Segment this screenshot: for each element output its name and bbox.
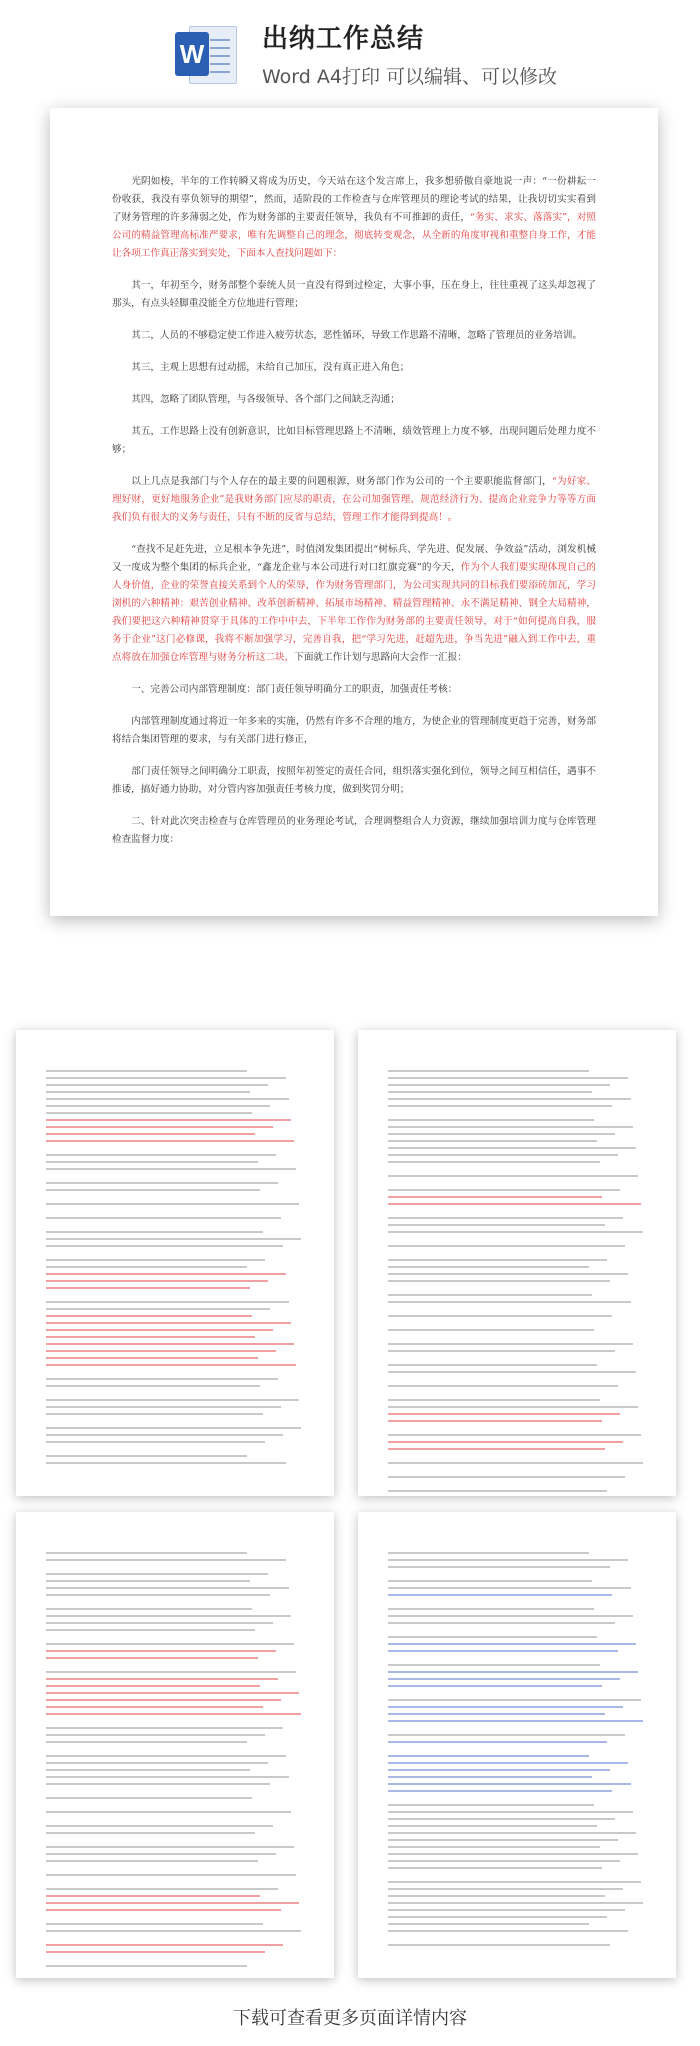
thumbnail-text-line — [388, 1559, 628, 1561]
thumbnail-text-line — [388, 1154, 618, 1156]
thumbnail-gap — [46, 1972, 304, 1978]
thumbnail-gap — [388, 1322, 646, 1329]
thumbnail-text-line — [388, 1371, 636, 1373]
thumbnail-text-line — [388, 1825, 597, 1827]
paragraph-text: 其四，忽略了团队管理，与各级领导、各个部门之间缺乏沟通； — [131, 394, 400, 405]
thumbnail-gap — [46, 1748, 304, 1755]
highlighted-text: “务实、求实、落落实”，对照公司的精益管理高标准严要求，唯有先调整自己的理念，彻底转变观念，从全新的角度审视和重整自身工作，才能让各项工作真正落实到实处，下面本人查找问题如下： — [112, 212, 596, 259]
thumbnail-text-line — [388, 1441, 623, 1443]
thumbnail-text-line — [388, 1105, 612, 1107]
thumbnail-lines — [388, 1070, 646, 1496]
thumbnail-text-line — [46, 1755, 286, 1757]
thumbnail-text-line — [388, 1490, 607, 1492]
thumbnail-text-line — [46, 1853, 276, 1855]
thumbnail-text-line — [46, 1846, 294, 1848]
thumbnail-text-line — [388, 1867, 602, 1869]
thumbnail-text-line — [46, 1783, 270, 1785]
thumbnail-text-line — [46, 1301, 289, 1303]
paragraph-text: 二、针对此次突击检查与仓库管理员的业务理论考试，合理调整组合人力资源，继续加强培训力度与仓库管理检查监督力度： — [112, 816, 596, 845]
thumbnail-text-line — [388, 1790, 612, 1792]
thumbnail-text-line — [388, 1273, 628, 1275]
thumbnail-text-line — [46, 1902, 299, 1904]
thumbnail-text-line — [46, 1608, 252, 1610]
thumbnail-text-line — [46, 1888, 278, 1890]
document-paragraph — [112, 391, 596, 409]
thumbnail-text-line — [46, 1895, 260, 1897]
thumbnail-text-line — [388, 1175, 638, 1177]
thumbnail-page-2[interactable] — [358, 1030, 676, 1496]
thumbnail-text-line — [388, 1203, 641, 1205]
thumbnail-text-line — [46, 1965, 247, 1967]
thumbnail-gap — [46, 1720, 304, 1727]
thumbnail-text-line — [388, 1615, 633, 1617]
thumbnail-text-line — [46, 1112, 252, 1114]
thumbnail-text-line — [46, 1413, 263, 1415]
thumbnail-text-line — [388, 1762, 628, 1764]
thumbnail-text-line — [46, 1441, 265, 1443]
thumbnail-text-line — [388, 1776, 592, 1778]
thumbnail-text-line — [46, 1930, 301, 1932]
thumbnail-gap — [388, 1601, 646, 1608]
thumbnail-gap — [388, 1378, 646, 1385]
thumbnail-text-line — [388, 1434, 641, 1436]
thumbnail-text-line — [388, 1566, 610, 1568]
thumbnail-text-line — [46, 1399, 299, 1401]
highlighted-text: 作为个人我们要实现体现自己的人身价值，企业的荣誉直接关系到个人的荣辱，作为财务管理部门，为公司实现共同的目标我们要添砖加瓦，学习浏机的六种精神：艰苦创业精神、改革创新精神、拓展市场精神、精益管理精神、永不满足精神、钢全大局精神，我们要把这六种精神贯穿于具体的工作中中去，下半年工作作为财务部的主要责任领导，对于“如何提高自我，服务于企业”这门必修课，我将不断加强学习，完善自我，把“学习先进，赶超先进，争当先进”融入到工作中去，重点将放在加强仓库管理与财务分析这二块， — [112, 562, 597, 663]
thumbnail-text-line — [46, 1573, 268, 1575]
thumbnail-text-line — [46, 1622, 273, 1624]
thumbnail-gap — [388, 1182, 646, 1189]
thumbnail-text-line — [46, 1357, 258, 1359]
thumbnail-text-line — [388, 1196, 602, 1198]
thumbnail-gap — [46, 1224, 304, 1231]
thumbnail-text-line — [388, 1343, 633, 1345]
thumbnail-gap — [388, 1252, 646, 1259]
thumbnail-text-line — [46, 1692, 299, 1694]
thumbnail-text-line — [46, 1217, 281, 1219]
document-preview-page — [50, 108, 658, 916]
thumbnail-gap — [388, 1392, 646, 1399]
thumbnail-gap — [46, 1175, 304, 1182]
thumbnail-text-line — [46, 1161, 258, 1163]
thumbnail-text-line — [46, 1091, 250, 1093]
thumbnail-gap — [388, 1112, 646, 1119]
thumbnail-text-line — [46, 1343, 294, 1345]
thumbnail-gap — [388, 1483, 646, 1490]
thumbnail-text-line — [388, 1594, 612, 1596]
thumbnail-text-line — [388, 1147, 636, 1149]
thumbnail-text-line — [388, 1860, 620, 1862]
thumbnail-text-line — [388, 1839, 618, 1841]
thumbnail-text-line — [46, 1385, 260, 1387]
thumbnail-text-line — [46, 1154, 276, 1156]
thumbnail-text-line — [388, 1853, 638, 1855]
paragraph-text: “查找不足赶先进，立足根本争先进”，时值浏发集团提出“树标兵、学先进、促发展、争效益”活动，浏发机械又一度成为整个集团的标兵企业，“鑫龙企业与本公司进行对口红旗竞赛”的今天， — [112, 544, 596, 573]
thumbnail-text-line — [388, 1741, 607, 1743]
thumbnail-lines — [388, 1552, 646, 1951]
thumbnail-text-line — [388, 1699, 641, 1701]
thumbnail-text-line — [388, 1189, 620, 1191]
thumbnail-text-line — [388, 1476, 625, 1478]
thumbnail-text-line — [46, 1259, 265, 1261]
thumbnail-text-line — [46, 1287, 250, 1289]
thumbnail-text-line — [388, 1944, 610, 1946]
thumbnail-text-line — [388, 1818, 615, 1820]
thumbnail-text-line — [388, 1245, 625, 1247]
thumbnail-text-line — [388, 1413, 620, 1415]
thumbnail-text-line — [46, 1615, 291, 1617]
thumbnail-text-line — [388, 1608, 594, 1610]
thumbnail-text-line — [46, 1084, 268, 1086]
thumbnail-gap — [46, 1636, 304, 1643]
thumbnail-text-line — [388, 1084, 610, 1086]
thumbnail-gap — [388, 1692, 646, 1699]
thumbnail-text-line — [388, 1720, 643, 1722]
thumbnail-text-line — [46, 1797, 252, 1799]
thumbnail-text-line — [388, 1259, 607, 1261]
paragraph-text: 部门责任领导之间明确分工职责，按照年初签定的责任合同，组织落实强化到位，领导之间互相信任，遇事不推诿，搞好通力协助，对分管内容加强责任考核力度，做到奖罚分明； — [112, 766, 596, 795]
thumbnail-gap — [46, 1420, 304, 1427]
word-badge: W — [175, 32, 209, 76]
thumbnail-gap — [46, 1196, 304, 1203]
thumbnail-text-line — [46, 1364, 296, 1366]
thumbnail-text-line — [388, 1266, 589, 1268]
thumbnail-text-line — [46, 1776, 289, 1778]
document-paragraph — [112, 813, 596, 849]
thumbnail-gap — [46, 1937, 304, 1944]
thumbnail-text-line — [46, 1182, 278, 1184]
thumbnail-text-line — [46, 1280, 268, 1282]
thumbnail-gap — [46, 1210, 304, 1217]
thumbnail-text-line — [46, 1434, 283, 1436]
thumbnail-text-line — [388, 1301, 631, 1303]
thumbnail-text-line — [388, 1315, 612, 1317]
document-paragraph — [112, 681, 596, 699]
paragraph-text: 内部管理制度通过将近一年多来的实施，仍然有许多不合理的地方，为使企业的管理制度更趋于完善，财务部将结合集团管理的要求，与有关部门进行修正， — [112, 716, 596, 745]
thumbnail-gap — [46, 1294, 304, 1301]
thumbnail-text-line — [46, 1350, 276, 1352]
thumbnail-gap — [388, 1308, 646, 1315]
paragraph-text: 光阴如梭，半年的工作转瞬又将成为历史，今天站在这个发言席上，我多想骄傲自豪地说一声：“一份耕耘一份收获，我没有辜负领导的期望”，然而，适阶段的工作检查与仓库管理员的理论考试的结果，让我切切实实看到了财务管理的许多薄弱之处，作为财务部的主要责任领导，我负有不可推卸的责任， — [112, 176, 596, 223]
thumbnail-gap — [46, 1147, 304, 1154]
thumbnail-gap — [388, 1727, 646, 1734]
thumbnail-text-line — [46, 1455, 247, 1457]
thumbnail-text-line — [46, 1329, 273, 1331]
thumbnail-gap — [388, 1238, 646, 1245]
word-document-icon — [175, 24, 239, 84]
thumbnail-text-line — [46, 1678, 278, 1680]
thumbnail-text-line — [388, 1406, 638, 1408]
thumbnail-text-line — [388, 1161, 600, 1163]
thumbnail-text-line — [388, 1678, 620, 1680]
thumbnail-gap — [388, 1657, 646, 1664]
thumbnail-text-line — [46, 1126, 273, 1128]
thumbnail-text-line — [46, 1909, 281, 1911]
page-subtitle: Word A4打印 可以编辑、可以修改 — [262, 66, 558, 88]
document-paragraph — [112, 173, 596, 263]
thumbnail-text-line — [46, 1308, 270, 1310]
thumbnail-gap — [46, 1958, 304, 1965]
thumbnail-text-line — [46, 1825, 273, 1827]
thumbnail-gap — [388, 1629, 646, 1636]
thumbnail-gap — [388, 1748, 646, 1755]
thumbnail-text-line — [46, 1874, 296, 1876]
thumbnail-gap — [46, 1790, 304, 1797]
paragraph-text: 一、完善公司内部管理制度：部门责任领导明确分工的职责，加强责任考核： — [131, 684, 458, 695]
thumbnail-text-line — [46, 1944, 283, 1946]
thumbnail-gap — [388, 1455, 646, 1462]
thumbnail-text-line — [388, 1930, 628, 1932]
thumbnail-text-line — [388, 1643, 636, 1645]
highlighted-text: “为好家、理好财，更好地服务企业”是我财务部门应尽的职责，在公司加强管理、规范经济行为、提高企业竞争力等等方面我们负有很大的义务与责任，只有不断的反省与总结，管理工作才能得到提高！。 — [112, 476, 596, 523]
thumbnail-text-line — [46, 1245, 283, 1247]
thumbnail-text-line — [388, 1706, 623, 1708]
thumbnail-text-line — [388, 1552, 589, 1554]
thumbnail-text-line — [46, 1860, 258, 1862]
thumbnail-lines — [46, 1552, 304, 1978]
thumbnail-text-line — [46, 1657, 258, 1659]
thumbnail-gap — [46, 1601, 304, 1608]
thumbnail-text-line — [46, 1098, 289, 1100]
thumbnail-text-line — [388, 1713, 605, 1715]
thumbnail-text-line — [388, 1650, 618, 1652]
thumbnail-text-line — [46, 1238, 301, 1240]
thumbnail-gap — [46, 1818, 304, 1825]
thumbnail-text-line — [46, 1322, 291, 1324]
thumbnail-gap — [388, 1168, 646, 1175]
thumbnail-gap — [388, 1797, 646, 1804]
footer-download-hint[interactable]: 下载可查看更多页面详情内容 — [233, 2008, 467, 2029]
thumbnail-text-line — [388, 1909, 625, 1911]
thumbnail-text-line — [388, 1091, 592, 1093]
thumbnail-gap — [46, 1566, 304, 1573]
thumbnail-text-line — [388, 1923, 589, 1925]
thumbnail-gap — [46, 1664, 304, 1671]
thumbnail-text-line — [388, 1755, 589, 1757]
document-paragraph — [112, 473, 596, 527]
thumbnail-gap — [388, 1336, 646, 1343]
thumbnail-text-line — [46, 1077, 286, 1079]
thumbnail-text-line — [388, 1664, 600, 1666]
thumbnail-text-line — [388, 1350, 615, 1352]
thumbnail-text-line — [46, 1559, 286, 1561]
thumbnail-gap — [388, 1357, 646, 1364]
paragraph-text: 其三，主观上思想有过动摇，未给自己加压，没有真正进入角色； — [131, 362, 410, 373]
thumbnail-text-line — [46, 1671, 296, 1673]
thumbnail-text-line — [388, 1140, 597, 1142]
document-paragraph — [112, 327, 596, 345]
thumbnail-text-line — [388, 1902, 643, 1904]
thumbnail-text-line — [388, 1636, 597, 1638]
thumbnail-text-line — [388, 1133, 615, 1135]
thumbnail-gap — [46, 1839, 304, 1846]
thumbnail-text-line — [388, 1783, 631, 1785]
paragraph-text: 下面就工作计划与思路向大会作一汇报： — [294, 652, 467, 663]
document-paragraph — [112, 423, 596, 459]
thumbnail-text-line — [388, 1119, 594, 1121]
thumbnail-page-3[interactable] — [16, 1512, 334, 1978]
thumbnail-text-line — [46, 1594, 270, 1596]
thumbnail-text-line — [46, 1273, 286, 1275]
paragraph-text: 其五，工作思路上没有创新意识，比如目标管理思路上不清晰，绩效管理上力度不够，出现问题后处理力度不够； — [112, 426, 596, 455]
paragraph-text: 其二，人员的不够稳定使工作进入疲劳状态，恶性循环，导致工作思路不清晰，忽略了管理员的业务培训。 — [131, 330, 583, 341]
thumbnail-text-line — [46, 1643, 294, 1645]
thumbnail-text-line — [46, 1266, 247, 1268]
thumbnail-gap — [388, 1210, 646, 1217]
thumbnail-text-line — [46, 1685, 260, 1687]
thumbnail-text-line — [388, 1587, 631, 1589]
document-paragraph — [112, 763, 596, 799]
thumbnail-text-line — [388, 1231, 643, 1233]
thumbnail-text-line — [46, 1336, 255, 1338]
page-title: 出纳工作总结 — [262, 24, 425, 54]
thumbnail-gap — [46, 1371, 304, 1378]
thumbnail-text-line — [388, 1280, 610, 1282]
thumbnail-gap — [46, 1448, 304, 1455]
thumbnail-text-line — [46, 1378, 278, 1380]
thumbnail-text-line — [46, 1140, 294, 1142]
thumbnail-text-line — [46, 1168, 296, 1170]
paragraph-text: 其一，年初至今，财务部整个泰统人员一直没有得到过检定，大事小事，压在身上，往往重视了这头却忽视了那头，有点头轻脚重没能全方位地进行管理； — [112, 280, 596, 309]
thumbnail-text-line — [388, 1622, 615, 1624]
thumbnail-text-line — [46, 1650, 276, 1652]
thumbnail-text-line — [388, 1832, 636, 1834]
thumbnail-text-line — [46, 1406, 281, 1408]
thumbnail-text-line — [388, 1804, 594, 1806]
document-paragraph — [112, 277, 596, 313]
document-paragraph — [112, 713, 596, 749]
thumbnail-gap — [388, 1287, 646, 1294]
thumbnail-text-line — [388, 1685, 602, 1687]
thumbnail-gap — [46, 1867, 304, 1874]
thumbnail-gap — [46, 1916, 304, 1923]
thumbnail-text-line — [46, 1706, 263, 1708]
thumbnail-page-1[interactable] — [16, 1030, 334, 1496]
thumbnail-text-line — [388, 1811, 633, 1813]
thumbnail-gap — [388, 1573, 646, 1580]
thumbnail-text-line — [388, 1294, 592, 1296]
thumbnail-text-line — [388, 1385, 618, 1387]
thumbnail-text-line — [388, 1916, 607, 1918]
thumbnail-gap — [388, 1874, 646, 1881]
thumbnail-gap — [388, 1427, 646, 1434]
thumbnail-text-line — [46, 1203, 299, 1205]
thumbnail-text-line — [388, 1846, 600, 1848]
thumbnail-text-line — [46, 1769, 250, 1771]
thumbnail-text-line — [46, 1923, 263, 1925]
thumbnail-text-line — [46, 1462, 286, 1464]
thumbnail-text-line — [46, 1587, 289, 1589]
thumbnail-text-line — [388, 1098, 631, 1100]
header — [0, 0, 700, 100]
thumbnail-text-line — [46, 1231, 263, 1233]
document-body — [112, 173, 596, 863]
thumbnail-page-4[interactable] — [358, 1512, 676, 1978]
thumbnail-gap — [46, 1392, 304, 1399]
thumbnail-text-line — [388, 1224, 605, 1226]
thumbnail-text-line — [388, 1126, 633, 1128]
thumbnail-text-line — [46, 1315, 252, 1317]
thumbnail-text-line — [388, 1364, 597, 1366]
thumbnail-text-line — [46, 1133, 255, 1135]
thumbnail-lines — [46, 1070, 304, 1469]
thumbnail-text-line — [46, 1427, 301, 1429]
thumbnail-text-line — [46, 1727, 283, 1729]
thumbnail-text-line — [388, 1448, 605, 1450]
thumbnail-text-line — [388, 1881, 641, 1883]
thumbnail-text-line — [46, 1741, 247, 1743]
thumbnail-text-line — [46, 1699, 281, 1701]
paragraph-text: 以上几点是我部门与个人存在的最主要的问题根源，财务部门作为公司的一个主要职能监督部门， — [131, 476, 552, 487]
thumbnail-text-line — [388, 1217, 623, 1219]
thumbnail-text-line — [388, 1329, 594, 1331]
thumbnail-text-line — [46, 1713, 301, 1715]
thumbnail-text-line — [388, 1077, 628, 1079]
document-paragraph — [112, 359, 596, 377]
thumbnail-text-line — [388, 1769, 610, 1771]
thumbnail-text-line — [46, 1629, 255, 1631]
thumbnail-gap — [388, 1469, 646, 1476]
thumbnail-text-line — [46, 1105, 270, 1107]
thumbnail-text-line — [388, 1734, 625, 1736]
thumbnail-text-line — [46, 1734, 265, 1736]
thumbnail-gap — [388, 1937, 646, 1944]
thumbnail-text-line — [388, 1399, 600, 1401]
thumbnail-text-line — [46, 1189, 260, 1191]
document-paragraph — [112, 541, 596, 667]
thumbnail-gap — [46, 1881, 304, 1888]
thumbnail-text-line — [46, 1762, 268, 1764]
thumbnail-text-line — [388, 1070, 589, 1072]
thumbnail-text-line — [388, 1580, 592, 1582]
thumbnail-text-line — [388, 1671, 638, 1673]
thumbnail-text-line — [46, 1552, 247, 1554]
thumbnail-text-line — [46, 1119, 291, 1121]
thumbnail-text-line — [46, 1580, 250, 1582]
thumbnail-text-line — [46, 1951, 265, 1953]
thumbnail-text-line — [388, 1462, 643, 1464]
thumbnail-text-line — [388, 1895, 605, 1897]
thumbnail-gap — [46, 1804, 304, 1811]
thumbnail-text-line — [46, 1832, 255, 1834]
thumbnail-text-line — [46, 1070, 247, 1072]
thumbnail-text-line — [388, 1888, 623, 1890]
thumbnail-text-line — [46, 1811, 291, 1813]
thumbnail-gap — [46, 1252, 304, 1259]
thumbnail-text-line — [388, 1420, 602, 1422]
